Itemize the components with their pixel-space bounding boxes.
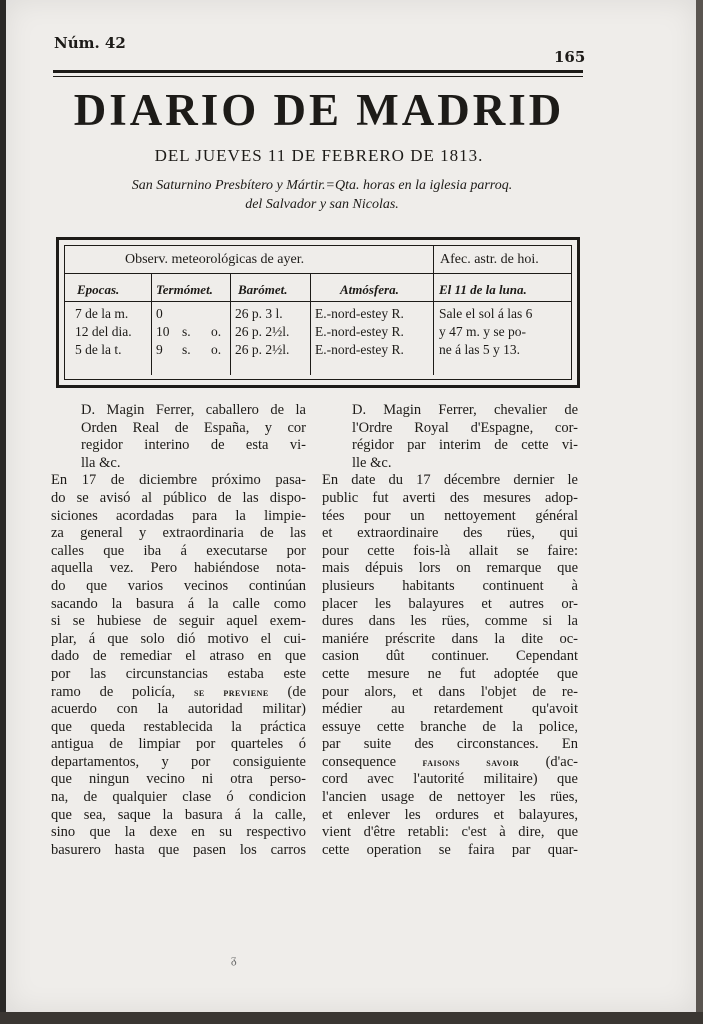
row-barom: 26 p. 3 l.: [235, 306, 283, 321]
col-divider: [151, 273, 152, 375]
text-line: vient d'être retabli: c'est à dire, que: [322, 824, 578, 841]
text-line: plar, á que solo dió motivo el cui-: [51, 630, 306, 647]
text-line: cord avec l'autorité militaire) que: [322, 771, 578, 788]
row-epoca: 12 del dia.: [75, 324, 132, 339]
text-line: pour cette fois-là allait se faire:: [322, 542, 578, 559]
col-header-atmosfera: Atmósfera.: [340, 282, 399, 297]
astro-line: ne á las 5 y 13.: [439, 342, 520, 357]
text-line: do que varios vecinos continúan: [51, 577, 306, 594]
col-divider: [230, 273, 231, 375]
text-line: placer les balayures et autres or-: [322, 595, 578, 612]
text-line: et enlever les ordures et balayures,: [322, 806, 578, 823]
text-line: pour alors, et dans l'objet de re-: [322, 683, 578, 700]
table-title-right: Afec. astr. de hoi.: [440, 252, 539, 267]
text-line: l'Ordre Royal d'Espagne, cor-: [352, 419, 578, 436]
text-line: casion dût continuer. Cependant: [322, 648, 578, 665]
text-line: D. Magin Ferrer, caballero de la: [81, 402, 306, 418]
text-line: lla &c.: [81, 454, 121, 471]
scan-edge-bottom: [0, 1012, 703, 1024]
masthead-title: DIARIO DE MADRID: [73, 85, 565, 135]
text-line: acuerdo con la autoridad militar): [51, 701, 306, 718]
text-line: plusieurs habitants continuent à: [322, 577, 578, 594]
text-line: aquella vez. Pero habiéndose nota-: [51, 560, 306, 577]
weather-observations-table: [56, 237, 580, 388]
row-term-unit: s.: [182, 324, 191, 339]
text-line: lle &c.: [352, 454, 392, 471]
header-rule-thin: [53, 76, 583, 77]
text-line: antigua de limpiar por quarteles ó: [51, 736, 306, 753]
text-line: et extraordinaire des rües, qui: [322, 525, 578, 542]
page-number: 165: [554, 48, 586, 66]
row-epoca: 7 de la m.: [75, 306, 129, 321]
text-line: D. Magin Ferrer, chevalier de: [352, 402, 578, 418]
text-line: basurero hasta que pasen los carros: [51, 841, 306, 858]
astro-line: Sale el sol á las 6: [439, 306, 533, 321]
text-line: médier au retardement qu'avoit: [322, 701, 578, 718]
text-line: maniére préscrite dans la dite oc-: [322, 630, 578, 647]
table-title-left: Observ. meteorológicas de ayer.: [125, 252, 305, 267]
text-line: l'ancien usage de nettoyer les rües,: [322, 789, 578, 806]
french-column: [322, 402, 578, 859]
row-epoca: 5 de la t.: [75, 342, 122, 357]
col-header-luna: El 11 de la luna.: [439, 282, 527, 297]
text-line: essuye cette branche de la police,: [322, 718, 578, 735]
smallcaps-faisons-savoir: faisons savoir: [422, 754, 520, 769]
row-term-val: o.: [211, 342, 222, 357]
text-line: calles que iba á executarse por: [51, 542, 306, 559]
text-line: do se avisó al público de las dispo-: [51, 489, 306, 506]
row-term-val: o.: [211, 324, 222, 339]
row-term: 10: [156, 324, 170, 339]
col-divider: [310, 273, 311, 375]
text-line: por las circunstancias estaba este: [51, 665, 306, 682]
text-span: (de: [287, 683, 307, 700]
row-atm: E.-nord-estey R.: [315, 342, 404, 357]
row-term: 9: [156, 342, 163, 357]
text-line: departamentos, y por consiguiente: [51, 753, 306, 770]
text-line: cette operation se faira par quar-: [322, 841, 578, 858]
text-span: (d'ac-: [545, 753, 578, 770]
row-barom: 26 p. 2½l.: [235, 342, 290, 357]
newspaper-page: [6, 0, 696, 1012]
text-line: cette mesure ne fut adoptée que: [322, 665, 578, 682]
text-line: par suite des circonstances. En: [322, 736, 578, 753]
col-header-barometro: Barómet.: [238, 282, 288, 297]
text-line: mais dépuis lors on remarque que: [322, 560, 578, 577]
table-rule: [65, 301, 571, 302]
header-rule-thick: [53, 70, 583, 73]
text-span: consequence: [322, 753, 397, 770]
text-line-mixed: [322, 754, 578, 772]
text-line: tées pour un nettoyement général: [322, 507, 578, 524]
dateline: DEL JUEVES 11 DE FEBRERO DE 1813.: [154, 146, 484, 165]
text-line: que queda restablecida la práctica: [51, 718, 306, 735]
text-line: Orden Real de España, y cor: [81, 419, 306, 436]
astro-line: y 47 m. y se po-: [439, 324, 526, 339]
text-line: public fut averti des mesures adop-: [322, 489, 578, 506]
spanish-column: [51, 402, 306, 859]
col-divider: [433, 246, 434, 375]
text-line: dures dans les rües, comme si la: [322, 613, 578, 630]
table-inner-frame: [64, 245, 572, 380]
text-line: si se hubiese de seguir aquel exem-: [51, 613, 306, 630]
smallcaps-se-previene: se previene: [193, 684, 269, 699]
scan-edge-right: [696, 0, 703, 1024]
row-barom: 26 p. 2½l.: [235, 324, 290, 339]
text-line: sino que la dexe en su respectivo: [51, 824, 306, 841]
row-atm: E.-nord-estey R.: [315, 306, 404, 321]
row-atm: E.-nord-estey R.: [315, 324, 404, 339]
col-header-termometro: Termómet.: [156, 282, 213, 297]
text-line: dado de remediar el atraso en que: [51, 648, 306, 665]
text-line: que sea, saque la basura á la calle,: [51, 806, 306, 823]
text-line: En date du 17 décembre dernier le: [322, 472, 578, 489]
text-line: regidor interino de esta vi-: [81, 437, 306, 454]
saints-of-day: [66, 176, 578, 214]
text-span: ramo de policía,: [51, 683, 176, 700]
text-line: za general y extraordinaria de las: [51, 525, 306, 542]
col-header-epocas: Epocas.: [77, 282, 120, 297]
saints-line-2: del Salvador y san Nicolas.: [245, 197, 399, 212]
text-line: sacando la basura á la calle como: [51, 595, 306, 612]
saints-line-1: San Saturnino Presbítero y Mártir.=Qta. horas en la iglesia parroq.: [131, 178, 513, 193]
row-term-unit: s.: [182, 342, 191, 357]
text-line: na, de qualquier clase ó condicion: [51, 789, 306, 806]
table-rule: [65, 273, 571, 274]
text-line: régidor par interim de cette vi-: [352, 437, 578, 454]
text-line: que ningun vecino ni otra perso-: [51, 771, 306, 788]
text-line-mixed: [51, 684, 306, 702]
row-term: 0: [156, 306, 163, 321]
text-line: En 17 de diciembre próximo pasa-: [51, 472, 306, 489]
footer-mark: ᵹ: [231, 952, 237, 966]
issue-number: Núm. 42: [54, 34, 126, 52]
text-line: siciones acordadas para la limpie-: [51, 507, 306, 524]
